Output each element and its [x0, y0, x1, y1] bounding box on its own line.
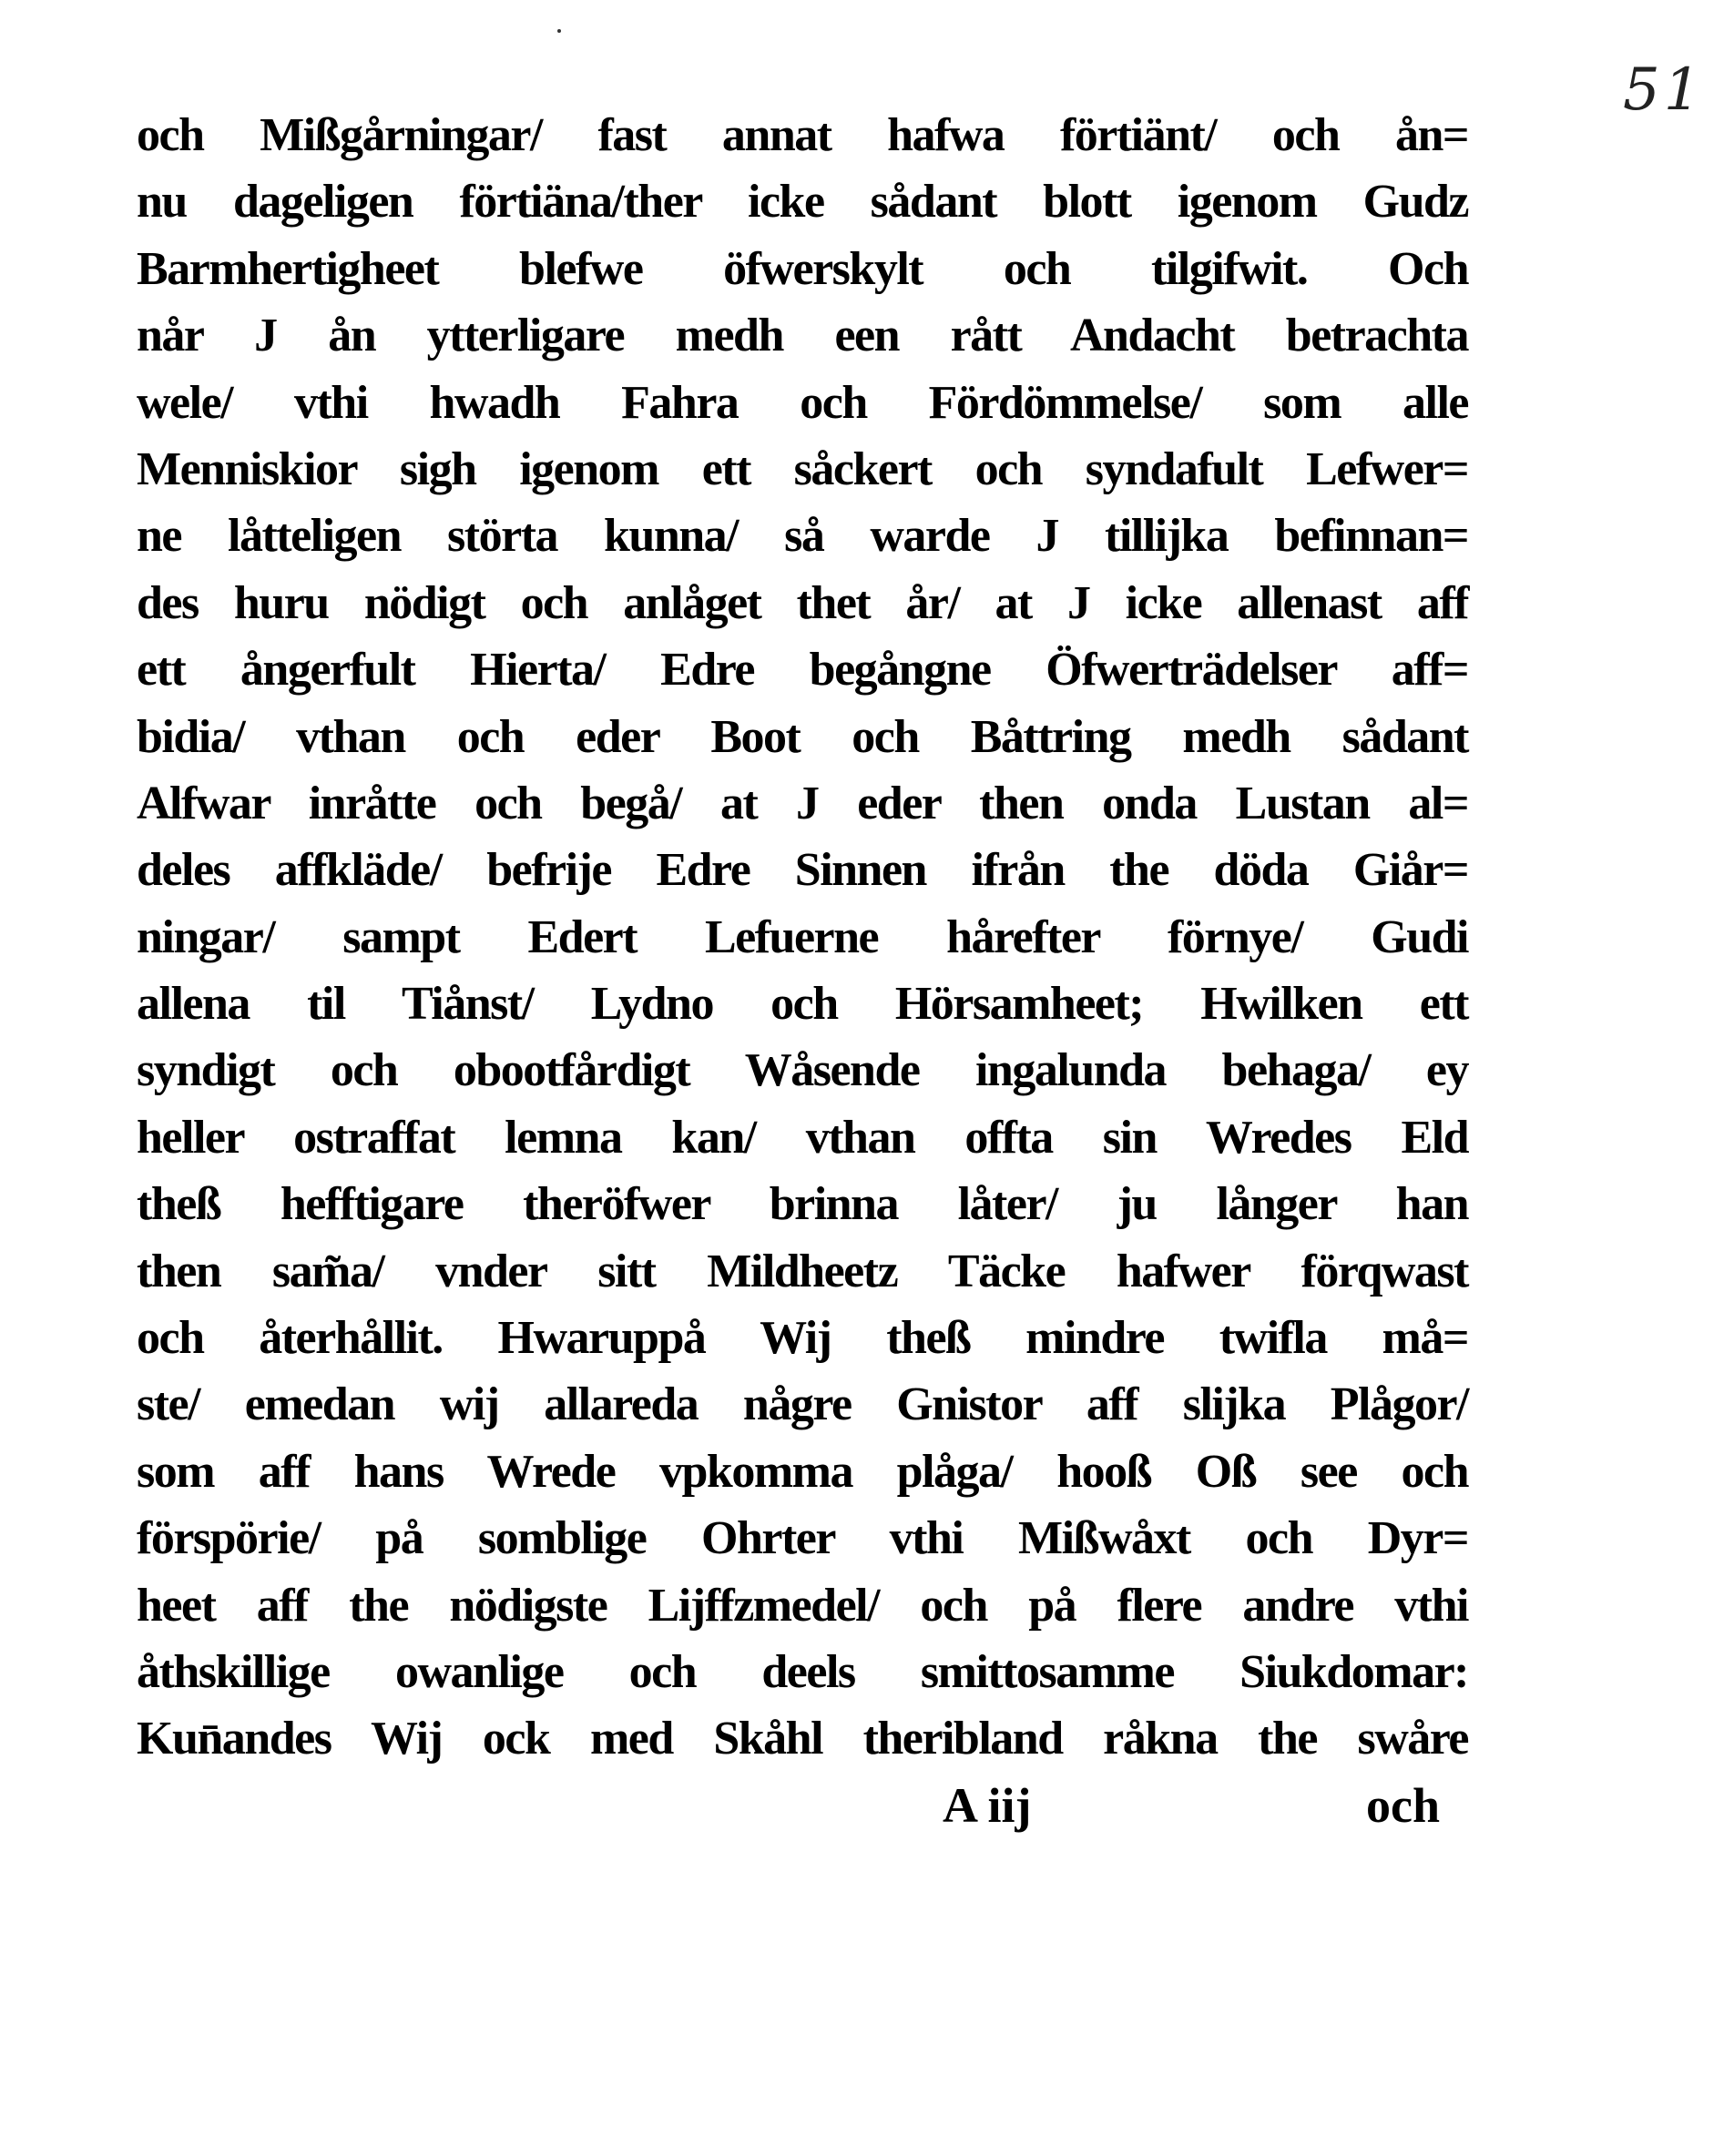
text-line: ett ångerfult Hierta/ Edre begångne Öfwerträdelser aff= [137, 644, 1468, 697]
text-line: heet aff the nödigste Lijffzmedel/ och på flere andre vthi [137, 1579, 1468, 1632]
text-line: som aff hans Wrede vpkomma plåga/ hooß Oß see och [137, 1445, 1468, 1498]
text-line: then sam̃a/ vnder sitt Mildheetz Täcke hafwer förqwast [137, 1245, 1468, 1297]
text-line: des huru nödigt och anlåget thet år/ at J icke allenast aff [137, 576, 1468, 629]
text-line: heller ostraffat lemna kan/ vthan offta sin Wredes Eld [137, 1111, 1468, 1164]
page-footer [0, 1777, 1734, 1850]
text-line: allena til Tiånst/ Lydno och Hörsamheet; Hwilken ett [137, 978, 1468, 1031]
body-text [137, 102, 1468, 1773]
text-line: Barmhertigheet blefwe öfwerskylt och tilgifwit. Och [137, 242, 1468, 295]
text-line: ne låtteligen störta kunna/ så warde J tillijka befinnan= [137, 510, 1468, 563]
text-line: syndigt och obootfårdigt Wåsende ingalunda behaga/ ey [137, 1044, 1468, 1097]
text-line: bidia/ vthan och eder Boot och Båttring medh sådant [137, 710, 1468, 763]
catchword: och [1366, 1778, 1440, 1833]
text-line: Alfwar inråtte och begå/ at J eder then onda Lustan al= [137, 777, 1468, 829]
text-line: ningar/ sampt Edert Lefuerne hårefter förnye/ Gudi [137, 910, 1468, 963]
text-line: åthskillige owanlige och deels smittosamme Siukdomar: [137, 1645, 1468, 1698]
text-line: förspörie/ på somblige Ohrter vthi Mißwåxt och Dyr= [137, 1512, 1468, 1565]
text-line: och Mißgårningar/ fast annat hafwa förtiänt/ och ån= [137, 109, 1468, 161]
text-line: deles affkläde/ befrije Edre Sinnen ifrån the döda Giår= [137, 844, 1468, 897]
text-line: ste/ emedan wij allareda någre Gnistor aff slijka Plågor/ [137, 1378, 1468, 1431]
page-number: 51 [1623, 56, 1705, 124]
text-line: theß hefftigare theröfwer brinna låter/ ju långer han [137, 1178, 1468, 1231]
text-line: når J ån ytterligare medh een rått Andacht betrachta [137, 310, 1468, 362]
signature-mark: A iij [943, 1778, 1032, 1833]
ink-speck [557, 29, 561, 33]
text-line: Kun̄andes Wij ock med Skåhl theribland råkna the swåre [137, 1713, 1468, 1765]
text-line: nu dageligen förtiäna/ther icke sådant blott igenom Gudz [137, 176, 1468, 229]
text-line: och återhållit. Hwaruppå Wij theß mindre twifla må= [137, 1312, 1468, 1365]
text-line: Menniskior sigh igenom ett såckert och syndafult Lefwer= [137, 442, 1468, 495]
text-line: wele/ vthi hwadh Fahra och Fördömmelse/ som alle [137, 376, 1468, 429]
